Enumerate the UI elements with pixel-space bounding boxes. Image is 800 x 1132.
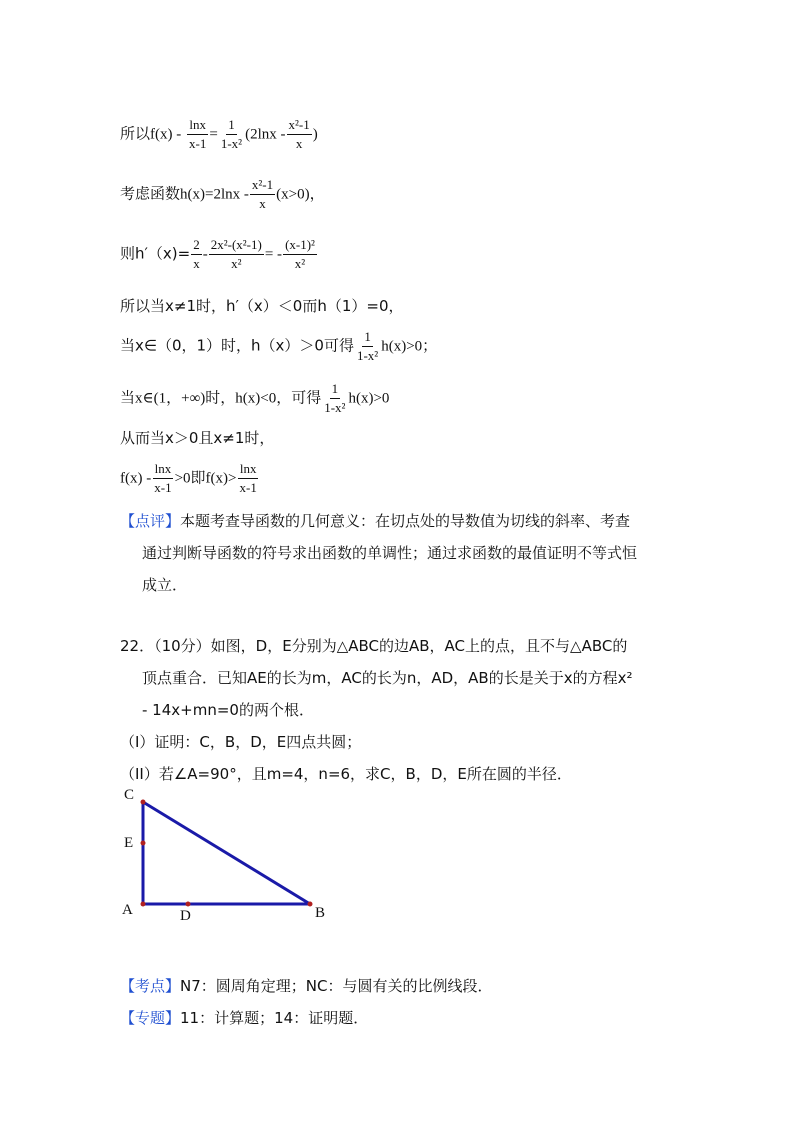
comment-text-3: 成立． [142,576,188,594]
fraction: $\frac{\text{(x-1)²}}{\text{x²}}$ [285,237,315,271]
formula-line-8 [120,462,260,494]
side-cb [143,802,310,904]
comment-text-1: 本题考查导函数的几何意义：在切点处的导数值为切线的斜率、考查 [180,512,631,530]
triangle-diagram [110,785,350,935]
math-text: = - [264,246,283,263]
math-text: h(x)=2lnx - [180,186,249,203]
problem-line-1: （10分）如图，D，E分别为△ABC的边AB，AC上的点，且不与△ABC的 [154,637,628,655]
formula-line-3 [120,238,318,270]
triangle-figure [110,785,350,935]
fraction: $\frac{2}{x}$ [193,237,200,271]
fraction: $\frac{\text{x²-1}}{x}$ [251,177,274,211]
math-text: h(x)>0 [348,390,390,407]
text-line-4: 所以当x≠1时，h′（x）＜0而h（1）=0， [120,297,404,315]
problem-line-2: 顶点重合．已知AE的长为m，AC的长为n，AD，AB的长是关于x的方程x² [142,669,633,687]
math-text: h(x)>0； [381,338,438,355]
formula-line-6 [120,382,389,414]
math-text: >0即f(x)> [174,470,237,487]
comment-text-2: 通过判断导函数的符号求出函数的单调性；通过求函数的最值证明不等式恒 [142,544,638,562]
footer-block [120,970,680,1034]
math-text: f(x) - [120,470,152,487]
fraction: $\frac{\text{x²-1}}{x}$ [288,117,310,151]
label-e: E [124,835,134,851]
fraction: $\frac{\text{2x²-(x²-1)}}{\text{x²}}$ [210,237,262,271]
text: 考虑函数 [120,184,181,203]
zhuanti-text: 11：计算题；14：证明题． [180,1009,369,1027]
zhuanti-tag: 【专题】 [120,1009,181,1027]
math-text: x∈(1，+∞)时，h(x)<0，可得 [135,390,322,407]
math-text: (x>0)， [276,186,325,203]
kaodian-text: N7：圆周角定理；NC：与圆有关的比例线段． [180,977,493,995]
label-b: B [315,905,326,921]
problem-part-1: （I）证明：C，B，D，E四点共圆； [120,733,362,751]
problem-number: 22． [120,637,155,655]
fraction: $\frac{1}{\text{1-x²}}$ [220,117,243,151]
problem-line-3: - 14x+mn=0的两个根． [142,701,314,719]
math-text: (2lnx - [245,126,286,143]
label-c: C [124,787,135,803]
fraction: $\frac{\ln x}{x-1}$ [239,461,257,495]
formula-line-1 [120,118,318,150]
math-text: f(x) - [150,126,182,143]
problem-part-2: （II）若∠A=90°，且m=4，n=6，求C，B，D，E所在圆的半径． [120,765,572,783]
comment-block [120,505,680,601]
point-d [186,902,191,907]
label-d: D [180,908,191,924]
text-line-7: 从而当x＞0且x≠1时， [120,429,275,447]
fraction: $\frac{1}{\text{1-x²}}$ [356,329,379,363]
text: 则h′（x)= [120,244,191,263]
math-text: = [209,126,218,143]
point-c [141,800,146,805]
formula-line-2 [120,178,325,210]
math-text: ) [312,126,318,143]
kaodian-tag: 【考点】 [120,977,181,995]
text: 当 [120,388,136,407]
math-text: - [202,246,208,263]
point-b [308,902,313,907]
fraction: $\frac{\ln x}{x-1}$ [189,117,207,151]
problem-block [120,630,680,790]
comment-tag: 【点评】 [120,512,181,530]
fraction: $\frac{1}{\text{1-x²}}$ [324,381,346,415]
text: 所以 [120,124,151,143]
text: 当x∈（0，1）时，h（x）＞0可得 [120,336,354,355]
formula-line-5 [120,330,437,362]
point-e [141,841,146,846]
label-a: A [122,902,133,918]
fraction: $\frac{\ln x}{x-1}$ [154,461,172,495]
point-a [141,902,146,907]
